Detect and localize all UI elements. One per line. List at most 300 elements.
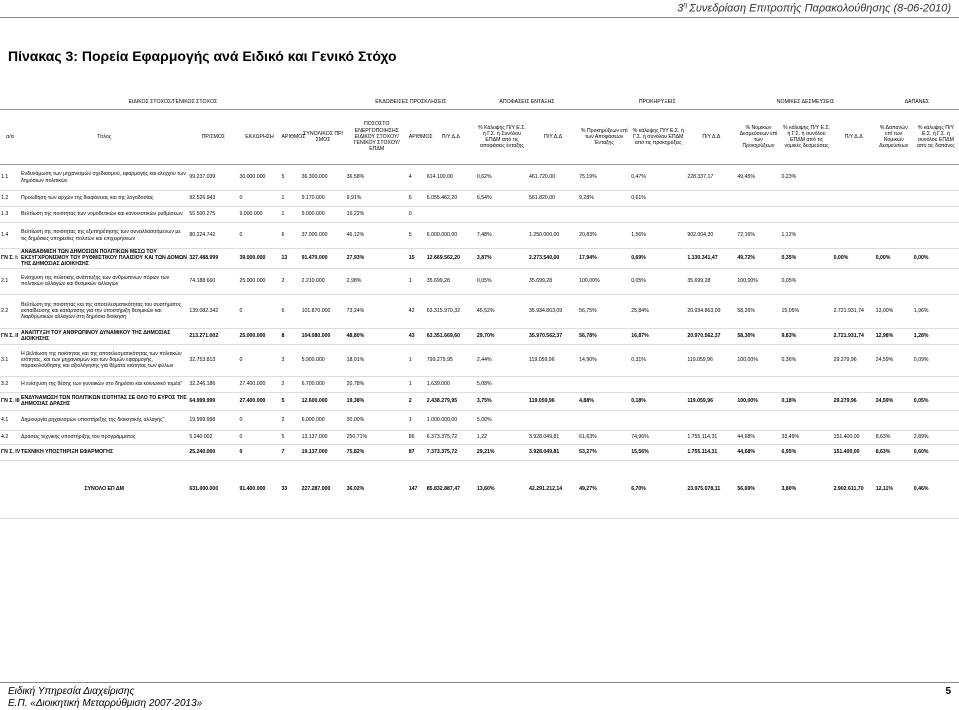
row-value: 0,05% [476, 268, 528, 294]
row-value: 80.224.742 [188, 223, 238, 249]
row-value: 74.188.660 [188, 268, 238, 294]
row-value [875, 376, 913, 392]
row-value: 9,28% [578, 191, 630, 207]
row-value: 0,35% [780, 249, 832, 269]
row-value [630, 376, 686, 392]
row-value [426, 207, 476, 223]
row-value: 0,05% [913, 392, 959, 410]
row-value: 9.170.000 [301, 191, 346, 207]
row-value: 0,31% [630, 344, 686, 376]
row-value: 0 [238, 223, 280, 249]
row-value: 87 [408, 444, 426, 460]
group-header: ΑΠΟΦΑΣΕΙΣ ΕΝΤΑΞΗΣ [476, 95, 578, 110]
row-value: 46,12% [346, 223, 408, 249]
row-value: 100,00% [736, 268, 780, 294]
row-value: 1 [408, 376, 426, 392]
row-value: 1,12% [780, 223, 832, 249]
row-id: 4.1 [0, 410, 20, 430]
row-value: 3.928.049,81 [528, 430, 578, 444]
row-title: Ενίσχυση της πολιτικής ανάπτυξης των ανθρώπινων πόρων των πολιτικών αλλαγών και θεσμικών αλλαγών [20, 268, 188, 294]
row-value: 25.000.000 [238, 328, 280, 344]
row-value: 58,30% [736, 328, 780, 344]
row-value [686, 410, 736, 430]
row-value: 32.753.813 [188, 344, 238, 376]
data-table [0, 95, 959, 519]
row-value: 58,26% [736, 294, 780, 328]
row-value: 0,60% [913, 444, 959, 460]
row-value [833, 191, 875, 207]
column-header-row [0, 110, 959, 165]
column-header: Π/Υ Δ.Δ [426, 110, 476, 165]
row-value: 44,68% [736, 444, 780, 460]
row-value [528, 376, 578, 392]
row-value [875, 410, 913, 430]
row-value: 100,00% [736, 344, 780, 376]
row-value: 20,83% [578, 223, 630, 249]
row-value: 33,49% [780, 430, 832, 444]
row-value: 6 [281, 223, 301, 249]
page-number: 5 [945, 686, 951, 697]
row-id: 1.1 [0, 165, 20, 191]
row-value: 29,21% [476, 444, 528, 460]
row-title: Ενδυνάμωση των μηχανισμών σχεδιασμού, εφαρμογής και ελέγχου των δημόσιων πολιτικών [20, 165, 188, 191]
row-value: 0 [238, 294, 280, 328]
column-header: ΣΥΝΟΛΙΚΟΣ ΠΡ/ΣΜΟΣ [301, 110, 346, 165]
row-value: 119.059,96 [686, 344, 736, 376]
row-value: 0,05% [780, 268, 832, 294]
row-title: Βελτίωση της ποιότητας και της αποτελεσματικότητας του συστήματος εκπαίδευσης και κατάρτισης για την υποστήριξη θεσμικών και διαρθρωτικών αλλαγών στη δημόσια διοίκηση [20, 294, 188, 328]
row-value: 35.970.562,37 [528, 328, 578, 344]
table-row [0, 376, 959, 392]
summary-row [0, 328, 959, 344]
row-value: 35.699,28 [686, 268, 736, 294]
row-value: 2 [408, 392, 426, 410]
table-row [0, 268, 959, 294]
row-value [913, 191, 959, 207]
row-value: 13 [281, 249, 301, 269]
row-value: 3,75% [476, 392, 528, 410]
column-header: ΕΚΧΩΡΗΣΗ [238, 110, 280, 165]
row-value: 91.470.000 [301, 249, 346, 269]
row-value: 1 [281, 207, 301, 223]
row-value [630, 207, 686, 223]
row-value: 27,93% [346, 249, 408, 269]
row-value: 20,78% [346, 376, 408, 392]
row-value: 0,23% [780, 165, 832, 191]
row-value: 0,00% [913, 249, 959, 269]
row-value: 9.000.000 [238, 207, 280, 223]
row-id: ΓΝ Σ. Ι: [0, 249, 20, 269]
footer-line-1: Ειδική Υπηρεσία Διαχείρισης [8, 686, 135, 697]
group-header: ΔΑΠΑΝΕΣ [875, 95, 959, 110]
row-value: 151.400,00 [833, 444, 875, 460]
row-value: 92.526.943 [188, 191, 238, 207]
row-value: 25,84% [630, 294, 686, 328]
row-value: 5.240.002 [188, 430, 238, 444]
row-value: 27.400.000 [238, 392, 280, 410]
row-value: 1.639.000 [426, 376, 476, 392]
row-value: 49,72% [736, 249, 780, 269]
row-value: 250,71% [346, 430, 408, 444]
row-value: 14,90% [578, 344, 630, 376]
row-value: 19.999.998 [188, 410, 238, 430]
row-value: 461.720,00 [528, 165, 578, 191]
row-value: 0 [408, 207, 426, 223]
row-value: 13,60% [476, 460, 528, 518]
row-value: 0,69% [630, 249, 686, 269]
row-title: Βελτίωση της ποιότητας των νομοθετικών και κανονιστικών ρυθμίσεων [20, 207, 188, 223]
row-value: 151.400,00 [833, 430, 875, 444]
row-value: 5 [281, 430, 301, 444]
header-rule [0, 17, 959, 18]
header-text: Συνεδρίαση Επιτροπής Παρακολούθησης (8-06-2010) [689, 2, 951, 15]
row-value: 23.975.078,11 [686, 460, 736, 518]
row-value: 25.000.000 [238, 268, 280, 294]
row-id: ΓΝ Σ. ΙΙ [0, 328, 20, 344]
column-header: α/α [0, 110, 20, 165]
row-value: 75,82% [346, 444, 408, 460]
group-header: ΝΟΜΙΚΕΣ ΔΕΣΜΕΥΣΕΙΣ [736, 95, 874, 110]
row-id: 1.3 [0, 207, 20, 223]
row-value: 56,75% [578, 294, 630, 328]
row-id: 2.1 [0, 268, 20, 294]
row-value: 6.373.375,72 [426, 430, 476, 444]
row-value: 27.400.000 [238, 376, 280, 392]
row-id [0, 460, 20, 518]
row-value: 6.055.462,20 [426, 191, 476, 207]
row-value: 29.279,96 [833, 392, 875, 410]
row-value [875, 207, 913, 223]
page-header [677, 2, 951, 15]
row-value: 799.279,95 [426, 344, 476, 376]
row-value: 56,78% [578, 328, 630, 344]
row-value: 5 [408, 223, 426, 249]
data-table-wrapper [0, 95, 959, 519]
row-value: 6.700.000 [301, 376, 346, 392]
row-value: 0,00% [875, 249, 913, 269]
row-value [913, 223, 959, 249]
row-value [686, 376, 736, 392]
row-value: 91.400.000 [238, 460, 280, 518]
row-value: 85.832.887,47 [426, 460, 476, 518]
row-value [913, 165, 959, 191]
row-value: 104.080.000 [301, 328, 346, 344]
row-value: 561.820,00 [528, 191, 578, 207]
column-header: % κάλυψης Π/Υ Ε.Σ. ή Γ.Σ. ή συνόλου ΕΠΔΜ από τις προκηρύξεις [630, 110, 686, 165]
column-header: Π/Υ Δ.Δ [686, 110, 736, 165]
row-value: 2,98% [346, 268, 408, 294]
row-title: ΣΥΝΟΛΟ ΕΠ ΔΜ [20, 460, 188, 518]
row-value: 8,63% [875, 430, 913, 444]
row-value [833, 223, 875, 249]
footer-line-2: Ε.Π. «Διοικητική Μεταρρύθμιση 2007-2013» [8, 698, 203, 709]
row-value: 44,68% [736, 430, 780, 444]
row-title: Η βελτίωση της ποιότητας και της αποτελεσματικότητας των πολιτικών ισότητας, και των μηχανισμών και των δομών εφαρμογής, παρακολούθησης και αξιολόγησης για θέματα ισότητας των φύλων [20, 344, 188, 376]
row-value: 2 [281, 268, 301, 294]
row-id: ΓΝ Σ. ΙΙΙ [0, 392, 20, 410]
row-value: 12,11% [875, 460, 913, 518]
column-header: % Νομικών Δεσμεύσεων επί των Προκηρύξεων [736, 110, 780, 165]
row-value [875, 223, 913, 249]
row-value [736, 191, 780, 207]
row-value [875, 191, 913, 207]
row-value: 227.287.000 [301, 460, 346, 518]
row-value: 61,63% [578, 430, 630, 444]
row-value: 7,48% [476, 223, 528, 249]
group-header: ΕΙΔΙΚΟΣ ΣΤΟΧΟΣ/ΓΕΝΙΚΟΣ ΣΤΟΧΟΣ [0, 95, 346, 110]
table-row [0, 294, 959, 328]
row-value: 16,22% [346, 207, 408, 223]
row-title: ΕΝΔΥΝΑΜΩΣΗ ΤΩΝ ΠΟΛΙΤΙΚΩΝ ΙΣΟΤΗΤΑΣ ΣΕ ΟΛΟ ΤΟ ΕΥΡΟΣ ΤΗΣ ΔΗΜΟΣΙΑΣ ΔΡΑΣΗΣ [20, 392, 188, 410]
row-value: 902.004,30 [686, 223, 736, 249]
row-value: 19.137.000 [301, 444, 346, 460]
row-value: 43 [408, 328, 426, 344]
row-value: 6.000.000,00 [426, 223, 476, 249]
row-value: 6,70% [630, 460, 686, 518]
row-value: 13,00% [875, 294, 913, 328]
row-value: 42 [408, 294, 426, 328]
row-value [780, 410, 832, 430]
row-value: 19,38% [346, 392, 408, 410]
row-id: 3.1 [0, 344, 20, 376]
row-value [913, 268, 959, 294]
row-value: 56,69% [736, 460, 780, 518]
row-title: Δράσεις τεχνικής υποστήριξης του προγράμματος [20, 430, 188, 444]
row-value [780, 207, 832, 223]
row-id: ΓΝ Σ. ΙV [0, 444, 20, 460]
row-value: 1 [281, 191, 301, 207]
group-header-row [0, 95, 959, 110]
row-title: ΑΝΑΠΤΥΞΗ ΤΟΥ ΑΝΘΡΩΠΙΝΟΥ ΔΥΝΑΜΙΚΟΥ ΤΗΣ ΔΗΜΟΣΙΑΣ ΔΙΟΙΚΗΣΗΣ [20, 328, 188, 344]
row-value: 3,87% [476, 249, 528, 269]
row-value: 86 [408, 430, 426, 444]
row-title: ΤΕΧΝΙΚΗ ΥΠΟΣΤΗΡΙΞΗ ΕΦΑΡΜΟΓΗΣ [20, 444, 188, 460]
row-value [736, 207, 780, 223]
row-value [780, 376, 832, 392]
row-value: 631.000.000 [188, 460, 238, 518]
row-value: 9,91% [346, 191, 408, 207]
row-value: 0 [238, 444, 280, 460]
row-value: 119.059,96 [528, 392, 578, 410]
table-row [0, 207, 959, 223]
row-value: 7 [281, 444, 301, 460]
row-value: 63.315.970,32 [426, 294, 476, 328]
row-value: 1,22 [476, 430, 528, 444]
row-value: 36,02% [346, 460, 408, 518]
row-value: 100,00% [736, 392, 780, 410]
row-value [875, 165, 913, 191]
row-value [528, 410, 578, 430]
row-value [578, 410, 630, 430]
footer-rule [0, 682, 959, 683]
row-value: 228.337,17 [686, 165, 736, 191]
row-value: 36,58% [346, 165, 408, 191]
row-value [833, 207, 875, 223]
row-value: 12.600.000 [301, 392, 346, 410]
row-value: 37.000.000 [301, 223, 346, 249]
group-header: ΕΚΔΟΘΕΙΣΕΣ ΠΡΟΣΚΛΗΣΕΙΣ [346, 95, 476, 110]
row-value: 75,19% [578, 165, 630, 191]
row-value: 9.000.000 [301, 207, 346, 223]
row-id: 2.2 [0, 294, 20, 328]
row-value: 15,05% [780, 294, 832, 328]
row-value: 29,70% [476, 328, 528, 344]
row-value: 24,59% [875, 392, 913, 410]
row-value: 32.246.186 [188, 376, 238, 392]
row-title: Βελτίωση της ποιότητας της εξυπηρέτησης των συναλλασσόμενων με τις δημόσιες υπηρεσίες πολιτών και επιχειρήσεων [20, 223, 188, 249]
column-header: % κάλυψης Π/Υ Ε.Σ. ή Γ.Σ. ή συνόλου ΕΠΔΜ από τις νομικές δεσμεύσεις [780, 110, 832, 165]
row-value: 36.300.000 [301, 165, 346, 191]
row-value: 17,94% [578, 249, 630, 269]
row-value: 35.934.863,09 [528, 294, 578, 328]
column-header: ΑΡΙΘΜΟΣ [281, 110, 301, 165]
row-value: 0,18% [630, 392, 686, 410]
row-value: 5 [281, 165, 301, 191]
header-ordinal: 3 [677, 2, 684, 15]
row-value: 20.934.863,09 [686, 294, 736, 328]
row-value: 15 [408, 249, 426, 269]
row-value: 2.721.931,74 [833, 328, 875, 344]
row-value: 63.351.669,60 [426, 328, 476, 344]
row-value: 1.130.341,47 [686, 249, 736, 269]
row-value: 25.240.000 [188, 444, 238, 460]
row-value: 20.970.562,37 [686, 328, 736, 344]
row-value: 99.237.039 [188, 165, 238, 191]
row-value: 2,89% [913, 430, 959, 444]
row-value [578, 376, 630, 392]
row-value [686, 191, 736, 207]
row-value: 2.721.931,74 [833, 294, 875, 328]
row-value: 1.755.114,31 [686, 430, 736, 444]
row-value: 0,18% [780, 392, 832, 410]
row-id: 1.2 [0, 191, 20, 207]
table-row [0, 191, 959, 207]
column-header: Τίτλος [20, 110, 188, 165]
row-value: 7.373.375,72 [426, 444, 476, 460]
row-value: 5,00% [476, 410, 528, 430]
row-value: 147 [408, 460, 426, 518]
column-header: ΑΡΙΘΜΟΣ [408, 110, 426, 165]
summary-row [0, 392, 959, 410]
row-value: 15,56% [630, 444, 686, 460]
row-value [833, 268, 875, 294]
table-row [0, 344, 959, 376]
row-value [913, 207, 959, 223]
row-value: 74,96% [630, 430, 686, 444]
row-value: 1,96% [913, 294, 959, 328]
row-value: 5.900.000 [301, 344, 346, 376]
row-value: 12.669.562,20 [426, 249, 476, 269]
row-value: 2.210.000 [301, 268, 346, 294]
row-value: 35.699,28 [528, 268, 578, 294]
row-value [833, 165, 875, 191]
row-value [913, 410, 959, 430]
column-header: % Δαπανών επί των Νομικών Δεσμεύσεων [875, 110, 913, 165]
row-value: 6,95% [780, 444, 832, 460]
row-value [476, 207, 528, 223]
row-value: 29.279,96 [833, 344, 875, 376]
table-body [0, 165, 959, 519]
row-value: 614.100,00 [426, 165, 476, 191]
row-value: 2,44% [476, 344, 528, 376]
row-value: 4,88% [578, 392, 630, 410]
column-header: Π/Υ Δ.Δ [528, 110, 578, 165]
row-id: 1.4 [0, 223, 20, 249]
row-value: 139.082.342 [188, 294, 238, 328]
row-value: 5,08% [476, 376, 528, 392]
row-value: 2.438.279,95 [426, 392, 476, 410]
row-value [875, 268, 913, 294]
row-title: Προώθηση των αρχών της διαφάνειας και της λογοδοσίας [20, 191, 188, 207]
row-value [630, 410, 686, 430]
summary-row [0, 249, 959, 269]
row-value: 0 [238, 410, 280, 430]
row-value: 18,01% [346, 344, 408, 376]
row-value [736, 376, 780, 392]
row-value: 6 [281, 294, 301, 328]
row-value [780, 191, 832, 207]
column-header: ΠΟΣΟΣΤΟ ΕΝΕΡΓΟΠΟΙΗΣΗΣ ΕΙΔΙΚΟΥ ΣΤΟΧΟΥ/ΓΕΝΙΚΟΥ ΣΤΟΧΟΥ/ΕΠΔΜ [346, 110, 408, 165]
row-value: 53,27% [578, 444, 630, 460]
row-value: 1.000.000,00 [426, 410, 476, 430]
row-value: 119.059,96 [528, 344, 578, 376]
row-value: 0,46% [913, 460, 959, 518]
row-value: 24,59% [875, 344, 913, 376]
row-value: 16,87% [630, 328, 686, 344]
row-value: 0,61% [630, 191, 686, 207]
row-value: 72,16% [736, 223, 780, 249]
row-value: 213.271.002 [188, 328, 238, 344]
row-value: 9,83% [780, 328, 832, 344]
column-header: Π/Υ Δ.Δ [833, 110, 875, 165]
row-value: 1,56% [630, 223, 686, 249]
row-value: 2.273.540,00 [528, 249, 578, 269]
row-value: 30,00% [346, 410, 408, 430]
row-id: 4.2 [0, 430, 20, 444]
row-value: 5 [281, 392, 301, 410]
row-value: 0 [238, 191, 280, 207]
row-value: 39.000.000 [238, 249, 280, 269]
row-value: 101.870.000 [301, 294, 346, 328]
row-value: 45,52% [476, 294, 528, 328]
row-value: 1 [408, 410, 426, 430]
row-value: 12,98% [875, 328, 913, 344]
row-value: 73,24% [346, 294, 408, 328]
row-value: 1,28% [913, 328, 959, 344]
row-value: 33 [281, 460, 301, 518]
row-id: 3.2 [0, 376, 20, 392]
footer [8, 686, 202, 710]
row-value [913, 376, 959, 392]
table-title: Πίνακας 3: Πορεία Εφαρμογής ανά Ειδικό και Γενικό Στόχο [8, 48, 397, 64]
column-header: % Κάλυψης Π/Υ Ε.Σ. ή Γ.Σ. ή Συνόλου ΕΠΔΜ από τις αποφάσεις ένταξης [476, 110, 528, 165]
row-value: 64.999.999 [188, 392, 238, 410]
row-value: 0,05% [630, 268, 686, 294]
row-value: 2.902.611,70 [833, 460, 875, 518]
row-value: 8 [281, 328, 301, 344]
column-header: ΠΡ/ΣΜΟΣ [188, 110, 238, 165]
row-value: 3,80% [780, 460, 832, 518]
row-value [833, 410, 875, 430]
table-row [0, 410, 959, 430]
row-value: 48,80% [346, 328, 408, 344]
row-value: 3 [281, 344, 301, 376]
row-value: 0,62% [476, 165, 528, 191]
row-value: 1.250.000,00 [528, 223, 578, 249]
row-value: 4 [408, 165, 426, 191]
row-value: 100,00% [578, 268, 630, 294]
table-row [0, 430, 959, 444]
